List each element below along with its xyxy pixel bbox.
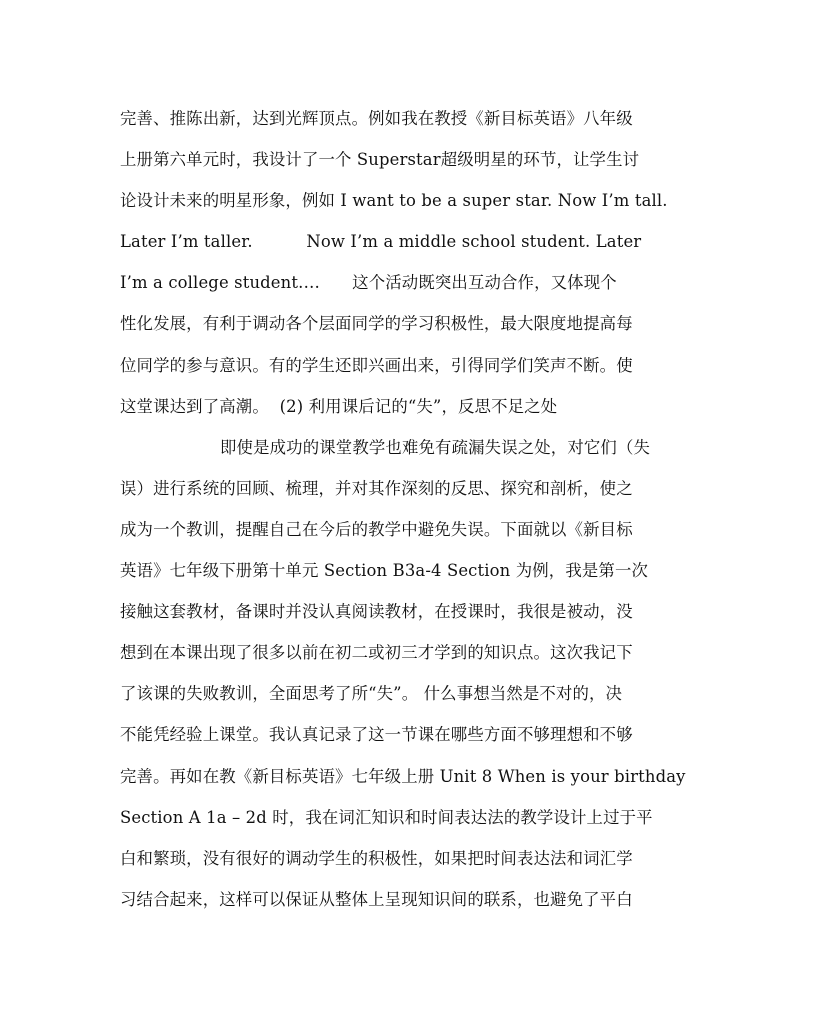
text-line: 完善、推陈出新，达到光辉顶点。例如我在教授《新目标英语》八年级 <box>120 109 633 128</box>
text-line: 接触这套教材，备课时并没认真阅读教材，在授课时，我很是被动，没 <box>120 602 633 622</box>
text-line: 误）进行系统的回顾、梳理，并对其作深刻的反思、探究和剖析，使之 <box>120 478 633 498</box>
text-line: 上册第六单元时，我设计了一个 Superstar超级明星的环节，让学生讨 <box>120 150 640 170</box>
text-line: 性化发展，有利于调动各个层面同学的学习积极性，最大限度地提高每 <box>120 314 633 334</box>
section-heading-line: 这堂课达到了高潮。 (2) 利用课后记的“失”，反思不足之处 <box>120 396 558 416</box>
text-line: 了该课的失败教训，全面思考了所“失”。 什么事想当然是不对的，决 <box>120 684 623 704</box>
text-line: 想到在本课出现了很多以前在初二或初三才学到的知识点。这次我记下 <box>120 643 633 663</box>
text-line: I’m a college student.… 这个活动既突出互动合作，又体现个 <box>120 273 617 293</box>
text-line: 论设计未来的明星形象，例如 I want to be a super star. Now I’m tall. <box>120 191 668 211</box>
text-line: 不能凭经验上课堂。我认真记录了这一节课在哪些方面不够理想和不够 <box>120 725 633 745</box>
document-body <box>120 104 740 926</box>
text-line: Section A 1a – 2d 时，我在词汇知识和时间表达法的教学设计上过于平 <box>120 807 653 827</box>
text-line: Later I’m taller. Now I’m a middle school student. Later <box>120 232 642 252</box>
text-line: 英语》七年级下册第十单元 Section B3a-4 Section 为例，我是第一次 <box>120 561 649 581</box>
text-line: 白和繁琐，没有很好的调动学生的积极性，如果把时间表达法和词汇学 <box>120 848 633 868</box>
text-line: 成为一个教训，提醒自己在今后的教学中避免失误。下面就以《新目标 <box>120 519 633 539</box>
paragraph-first-line: 即使是成功的课堂教学也难免有疏漏失误之处，对它们（失 <box>220 437 651 457</box>
text-line: 习结合起来，这样可以保证从整体上呈现知识间的联系，也避免了平白 <box>120 889 633 909</box>
text-line: 位同学的参与意识。有的学生还即兴画出来，引得同学们笑声不断。使 <box>120 355 633 375</box>
text-line: 完善。再如在教《新目标英语》七年级上册 Unit 8 When is your birthday <box>120 766 686 786</box>
